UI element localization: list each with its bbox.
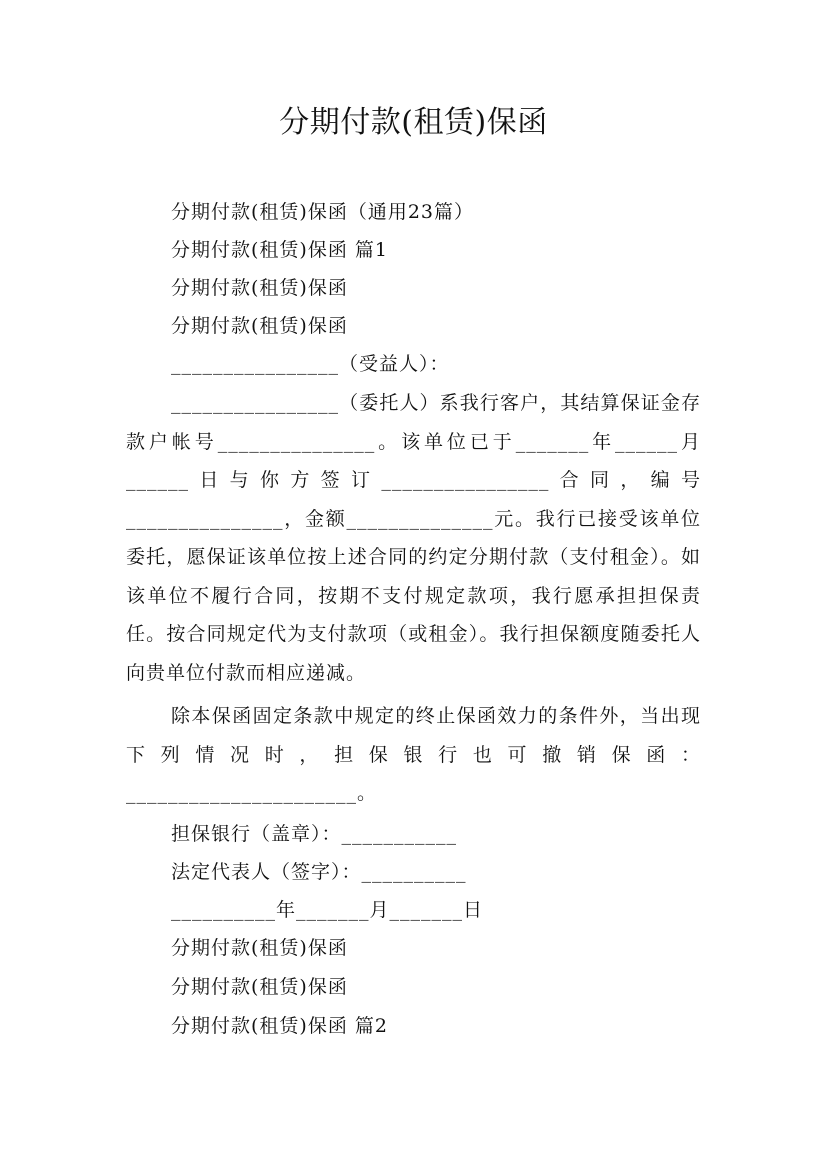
section-heading-1: 分期付款(租赁)保函 篇1 (171, 239, 388, 261)
document-title: 分期付款(租赁)保函 (279, 105, 548, 140)
body-paragraph-1: ________________（委托人）系我行客户，其结算保证金存款户帐号_______________。该单位已于_______年______月______日与你方签订________________合同，编号_______________，金额______________元。我行已接受该单位委托，愿保证该单位按上述合同的约定分期付款（支付租金）。如该单位不履行合同，按期不支付规定款项，我行愿承担担保责任。按合同规定代为支付款项（或租金）。我行担保额度随委托人向贵单位付款而相应递减。 (126, 392, 701, 684)
heading-line: 分期付款(租赁)保函 (171, 976, 348, 998)
body-paragraph-2: 除本保函固定条款中规定的终止保函效力的条件外，当出现下列情况时，担保银行也可撤销保函：______________________。 (126, 705, 701, 804)
beneficiary-line: ________________（受益人）： (171, 353, 450, 375)
date-line: __________年_______月_______日 (171, 899, 484, 921)
subtitle-line: 分期付款(租赁)保函（通用23篇） (171, 201, 475, 223)
heading-line: 分期付款(租赁)保函 (171, 277, 348, 299)
legal-representative-line: 法定代表人（签字）：__________ (171, 861, 467, 883)
heading-line: 分期付款(租赁)保函 (171, 315, 348, 337)
bank-seal-line: 担保银行（盖章）：___________ (171, 823, 458, 845)
heading-line: 分期付款(租赁)保函 (171, 937, 348, 959)
section-heading-2: 分期付款(租赁)保函 篇2 (171, 1015, 388, 1037)
